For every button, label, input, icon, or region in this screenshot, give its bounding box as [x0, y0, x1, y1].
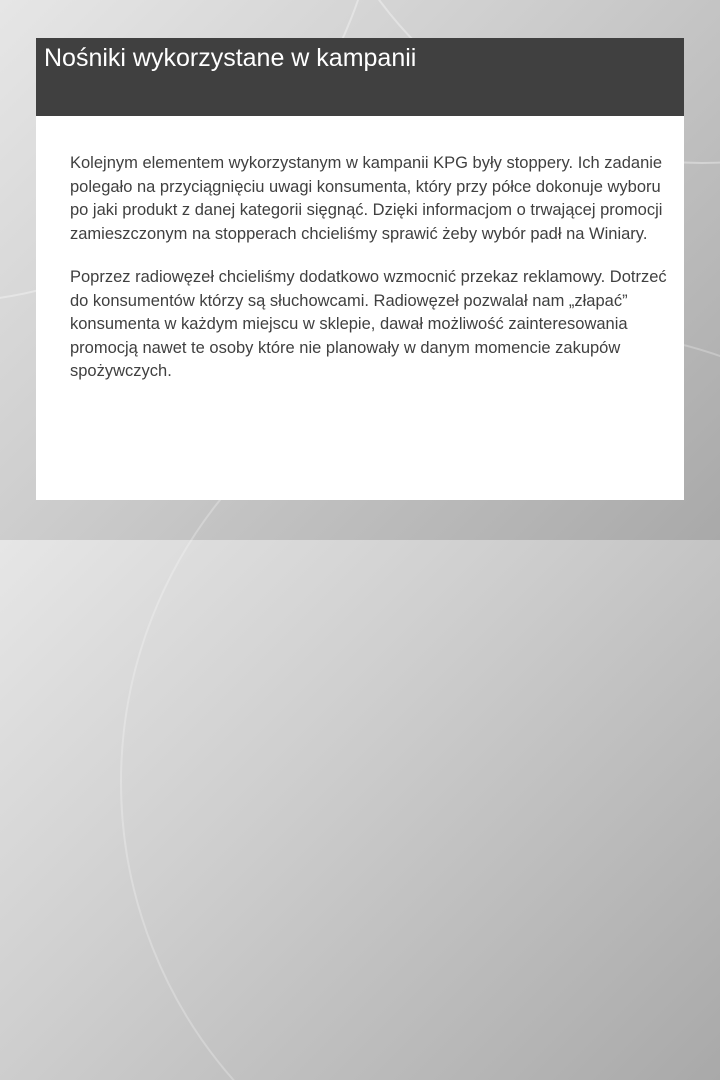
body-paragraph-stoppery: Kolejnym elementem wykorzystanym w kampanii KPG były stoppery. Ich zadanie polegało na przyciągnięciu uwagi konsumenta, który przy półce dokonuje wyboru po jaki produkt z danej kategorii sięgnąć. Dzięki informacjom o trwającej promocji zamieszczonym na stopperach chcieliśmy sprawić żeby wybór padł na Winiary.	[70, 154, 663, 243]
title-band	[36, 38, 684, 116]
slide-title: Nośniki wykorzystane w kampanii	[44, 44, 417, 72]
body-paragraph-radiowezel: Poprzez radiowęzeł chcieliśmy dodatkowo wzmocnić przekaz reklamowy. Dotrzeć do konsumentów którzy są słuchowcami. Radiowęzeł pozwalał nam „złapać” konsumenta w każdym miejscu w sklepie, dawał możliwość zainteresowania promocją nawet te osoby które nie planowały w danym momencie zakupów spożywczych.	[70, 268, 667, 380]
content-panel	[36, 116, 684, 500]
